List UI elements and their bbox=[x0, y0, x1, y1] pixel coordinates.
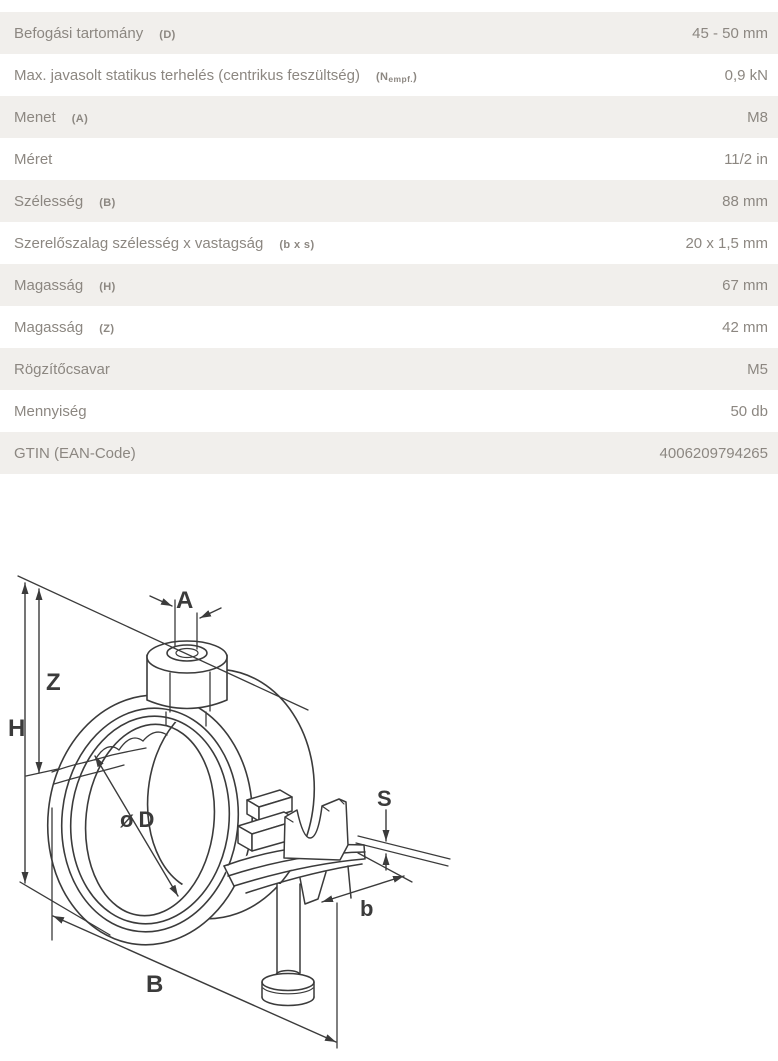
spec-label: Magasság bbox=[14, 276, 84, 294]
table-row bbox=[0, 138, 778, 180]
spec-symbol: (A) bbox=[71, 112, 89, 125]
spec-symbol: (b x s) bbox=[279, 238, 315, 251]
symbol-subscript: empf. bbox=[388, 73, 414, 84]
table-row bbox=[0, 432, 778, 474]
technical-drawing bbox=[0, 540, 460, 1061]
spec-value: 4006209794265 bbox=[659, 444, 768, 462]
spec-value: M8 bbox=[747, 108, 768, 126]
table-row bbox=[0, 96, 778, 138]
table-row bbox=[0, 348, 778, 390]
spec-table bbox=[0, 12, 778, 474]
table-row bbox=[0, 264, 778, 306]
dimension-a-arrow bbox=[200, 608, 221, 618]
table-row bbox=[0, 222, 778, 264]
table-row bbox=[0, 306, 778, 348]
spec-value: 20 x 1,5 mm bbox=[685, 234, 768, 252]
spec-label: Méret bbox=[14, 150, 53, 168]
spec-value: 42 mm bbox=[722, 318, 768, 336]
spec-label: Befogási tartomány bbox=[14, 24, 144, 42]
label-b-total: B bbox=[146, 971, 163, 998]
spec-value: 11/2 in bbox=[724, 150, 768, 168]
symbol-suffix: ) bbox=[413, 70, 418, 83]
table-row bbox=[0, 54, 778, 96]
table-row bbox=[0, 12, 778, 54]
spec-symbol: (H) bbox=[99, 280, 116, 293]
dimension-a-arrow bbox=[150, 596, 172, 606]
spec-label: Menet bbox=[14, 108, 56, 126]
symbol-prefix: (N bbox=[375, 70, 389, 83]
spec-label: Magasság bbox=[14, 318, 84, 336]
label-z: Z bbox=[46, 669, 61, 696]
spec-label: Szélesség bbox=[14, 192, 84, 210]
spec-value: 50 db bbox=[730, 402, 768, 420]
spec-symbol: (Z) bbox=[99, 322, 115, 335]
spec-value: 0,9 kN bbox=[724, 66, 768, 84]
table-row bbox=[0, 180, 778, 222]
label-s: S bbox=[377, 786, 392, 811]
label-b: b bbox=[360, 896, 373, 921]
label-d: ø D bbox=[120, 807, 154, 832]
spec-symbol bbox=[376, 71, 417, 84]
label-h: H bbox=[8, 715, 25, 742]
table-row bbox=[0, 390, 778, 432]
spec-value: M5 bbox=[747, 360, 768, 378]
spec-label: GTIN (EAN-Code) bbox=[14, 444, 136, 462]
spec-label: Max. javasolt statikus terhelés (centrikus feszültség) bbox=[14, 66, 360, 84]
spec-symbol: (D) bbox=[159, 28, 176, 41]
spec-label: Rögzítőcsavar bbox=[14, 360, 110, 378]
spec-value: 45 - 50 mm bbox=[692, 24, 768, 42]
spec-value: 67 mm bbox=[722, 276, 768, 294]
spec-value: 88 mm bbox=[722, 192, 768, 210]
label-a: A bbox=[176, 587, 193, 614]
spec-label: Szerelőszalag szélesség x vastagság bbox=[14, 234, 264, 252]
spec-label: Mennyiség bbox=[14, 402, 87, 420]
spec-symbol: (B) bbox=[99, 196, 116, 209]
